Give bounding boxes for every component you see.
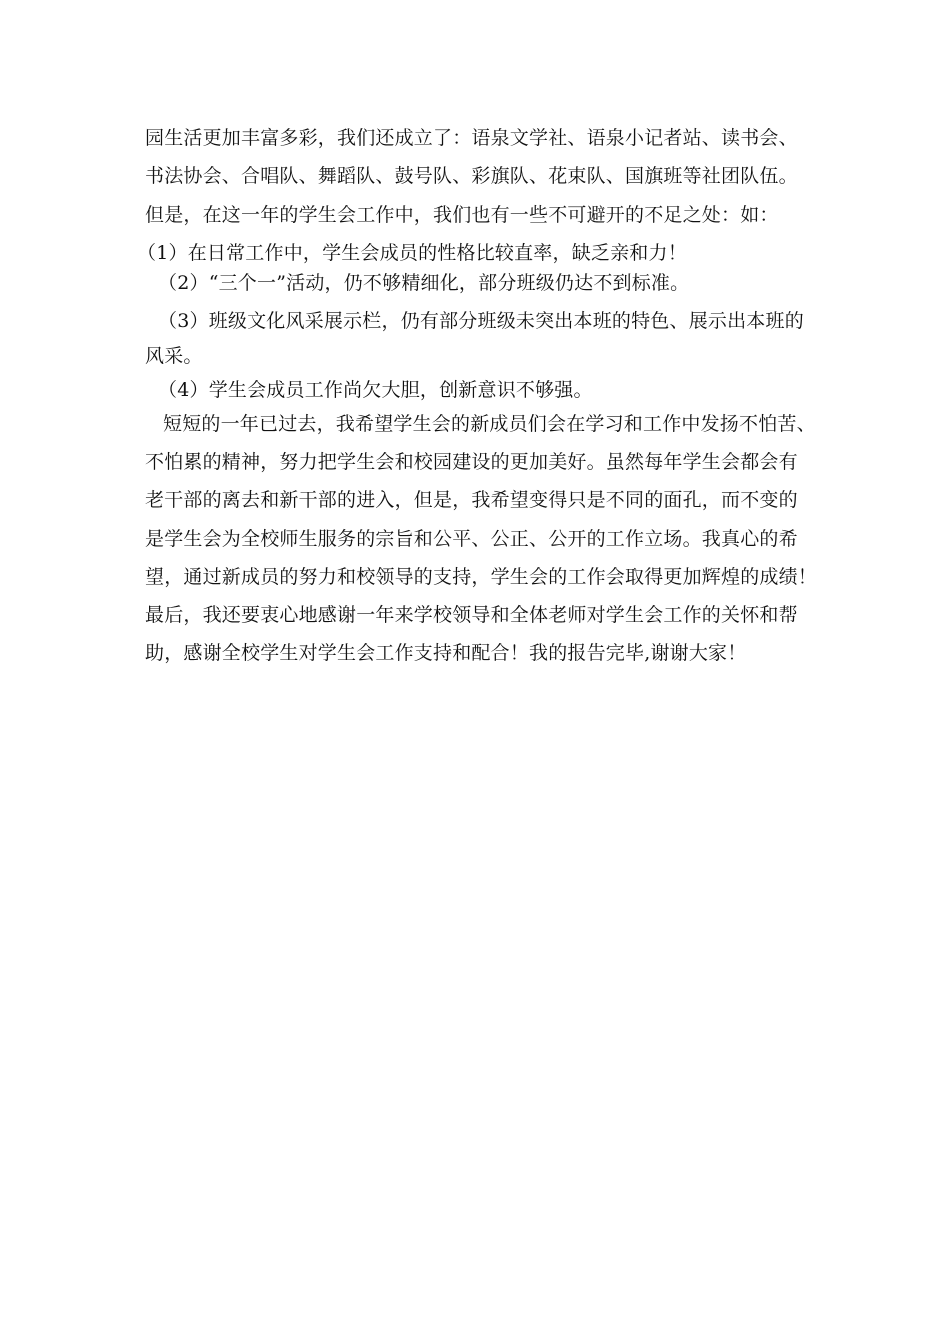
text-line: 老干部的离去和新干部的进入，但是，我希望变得只是不同的面孔，而不变的	[145, 489, 798, 511]
text-line: 园生活更加丰富多彩，我们还成立了：语泉文学社、语泉小记者站、读书会、	[145, 127, 798, 149]
text-line: 书法协会、合唱队、舞蹈队、鼓号队、彩旗队、花束队、国旗班等社团队伍。	[145, 165, 798, 187]
text-line: 不怕累的精神，努力把学生会和校园建设的更加美好。虽然每年学生会都会有	[145, 451, 798, 473]
list-item-3: （3）班级文化风采展示栏，仍有部分班级未突出本班的特色、展示出本班的	[158, 310, 804, 332]
text-line: 但是，在这一年的学生会工作中，我们也有一些不可避开的不足之处：如：	[145, 204, 779, 226]
text-line: 是学生会为全校师生服务的宗旨和公平、公正、公开的工作立场。我真心的希	[145, 528, 798, 550]
text-line: 最后，我还要衷心地感谢一年来学校领导和全体老师对学生会工作的关怀和帮	[145, 604, 798, 626]
list-item-4: （4）学生会成员工作尚欠大胆，创新意识不够强。	[158, 379, 593, 401]
text-line: 风采。	[145, 345, 203, 367]
text-line: 助，感谢全校学生对学生会工作支持和配合！我的报告完毕,谢谢大家！	[145, 642, 747, 664]
paragraph-first-line: 短短的一年已过去，我希望学生会的新成员们会在学习和工作中发扬不怕苦、	[163, 413, 816, 435]
text-line: 望，通过新成员的努力和校领导的支持，学生会的工作会取得更加辉煌的成绩！	[145, 566, 818, 588]
list-item-2: （2）“三个一”活动，仍不够精细化，部分班级仍达不到标准。	[158, 272, 690, 294]
list-item-1: （1）在日常工作中，学生会成员的性格比较直率，缺乏亲和力！	[137, 242, 687, 264]
